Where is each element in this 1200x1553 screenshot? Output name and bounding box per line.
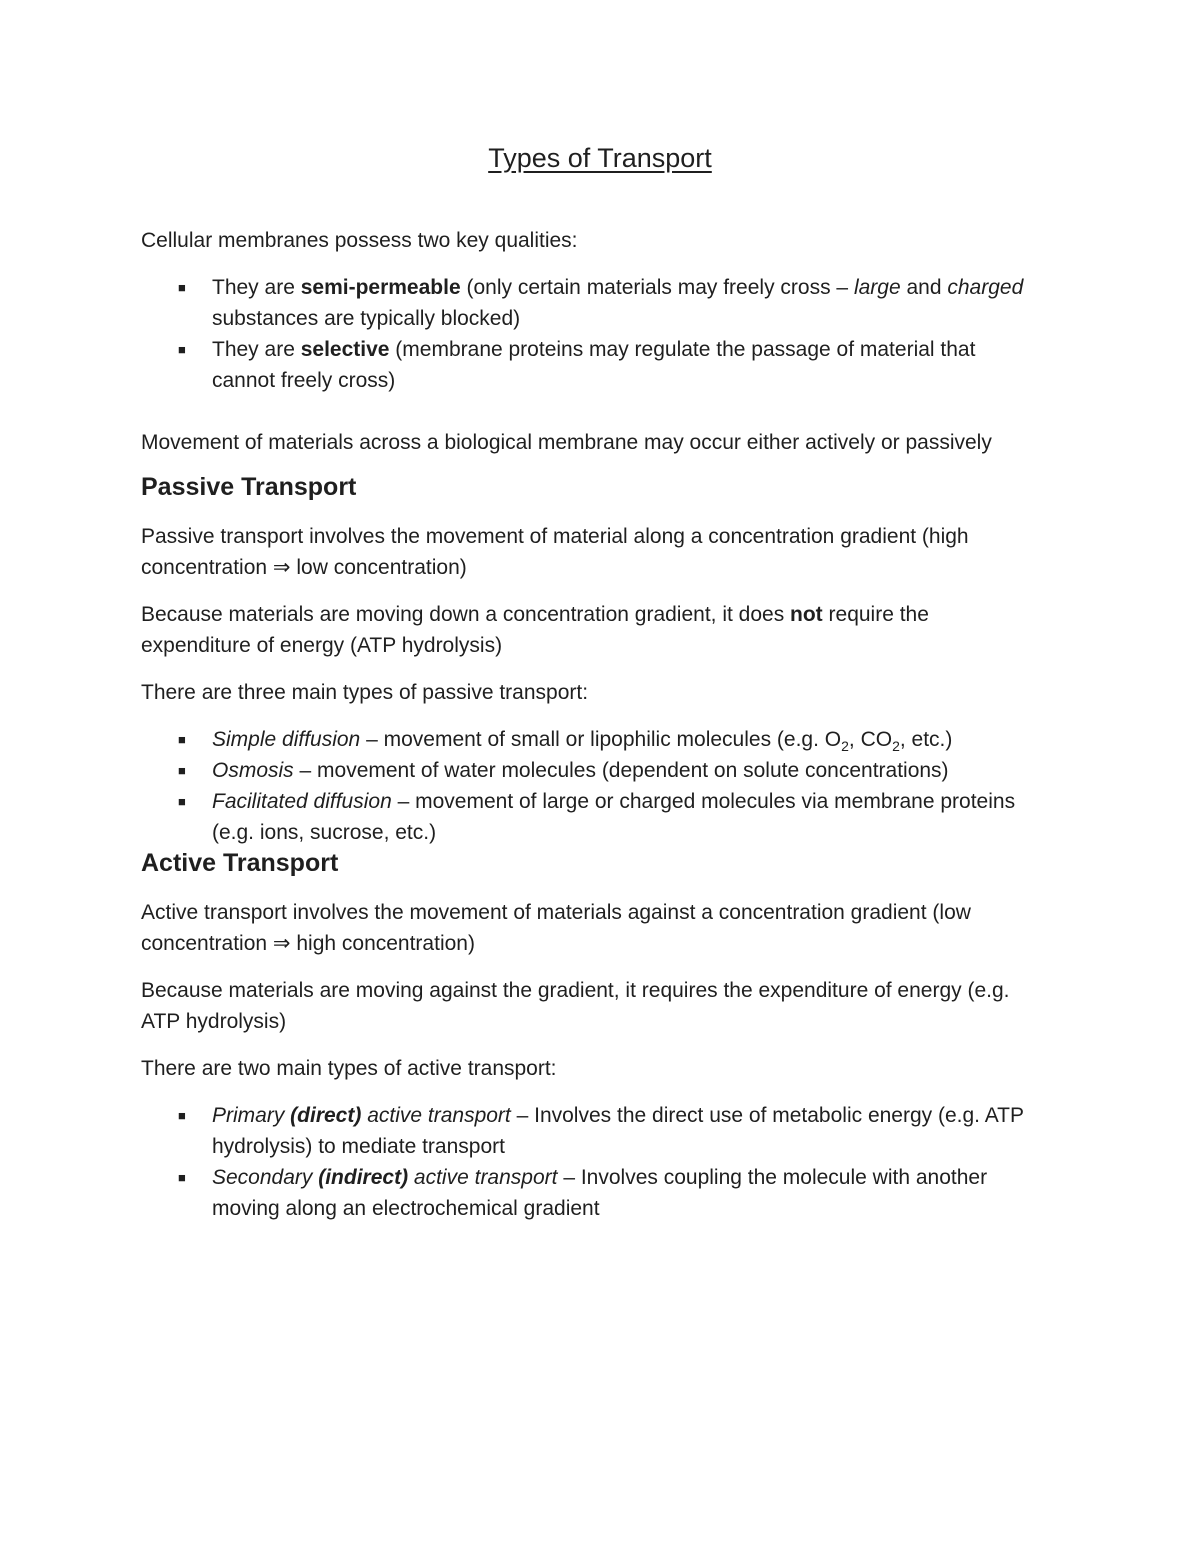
- bold-term: selective: [300, 338, 390, 361]
- square-bullet-icon: ■: [178, 342, 186, 357]
- list-item: ■ Facilitated diffusion – movement of large or charged molecules via membrane proteins (e.g. ions, sucrose, etc.): [141, 786, 1041, 848]
- passive-paragraph-3: There are three main types of passive transport:: [141, 681, 589, 704]
- passive-transport-heading: Passive Transport: [141, 473, 357, 501]
- square-bullet-icon: ■: [178, 1108, 186, 1123]
- square-bullet-icon: ■: [178, 280, 186, 295]
- square-bullet-icon: ■: [178, 1170, 186, 1185]
- active-types-list: [141, 1100, 1041, 1224]
- square-bullet-icon: ■: [178, 763, 186, 778]
- document-body: [141, 225, 1041, 1224]
- page-title: Types of Transport: [488, 143, 712, 173]
- active-paragraph-3: There are two main types of active transport:: [141, 1057, 557, 1080]
- active-transport-heading: Active Transport: [141, 849, 339, 877]
- list-item: ■ Osmosis – movement of water molecules (dependent on solute concentrations): [141, 755, 1041, 786]
- list-item: ■ Secondary (indirect) active transport – Involves coupling the molecule with another moving along an electrochemical gradient: [141, 1162, 1041, 1224]
- list-item: ■ Simple diffusion – movement of small or lipophilic molecules (e.g. $O_2$, $CO_2$, etc.): [141, 724, 1041, 755]
- active-paragraph-1: Active transport involves the movement of materials against a concentration gradient (low concentration ⇒ high concentration): [141, 901, 971, 955]
- active-paragraph-2: Because materials are moving against the gradient, it requires the expenditure of energy (e.g. ATP hydrolysis): [141, 979, 1010, 1033]
- list-item: ■ Primary (direct) active transport – Involves the direct use of metabolic energy (e.g. ATP hydrolysis) to mediate transport: [141, 1100, 1041, 1162]
- passive-types-list: [141, 724, 1041, 848]
- square-bullet-icon: ■: [178, 794, 186, 809]
- square-bullet-icon: ■: [178, 732, 186, 747]
- intro-paragraph: Cellular membranes possess two key qualities:: [141, 229, 578, 252]
- bold-term: semi-permeable: [300, 276, 461, 299]
- list-item: ■ They are semi-permeable (only certain materials may freely cross – large and charged substances are typically blocked): [141, 272, 1041, 334]
- movement-paragraph: Movement of materials across a biological membrane may occur either actively or passively: [141, 431, 992, 454]
- qualities-list: [141, 272, 1041, 396]
- list-item: ■ They are selective (membrane proteins may regulate the passage of material that cannot freely cross): [141, 334, 1041, 396]
- passive-paragraph-1: Passive transport involves the movement of material along a concentration gradient (high concentration ⇒ low concentration): [141, 525, 969, 579]
- passive-paragraph-2: Because materials are moving down a concentration gradient, it does not require the expenditure of energy (ATP hydrolysis): [141, 603, 929, 657]
